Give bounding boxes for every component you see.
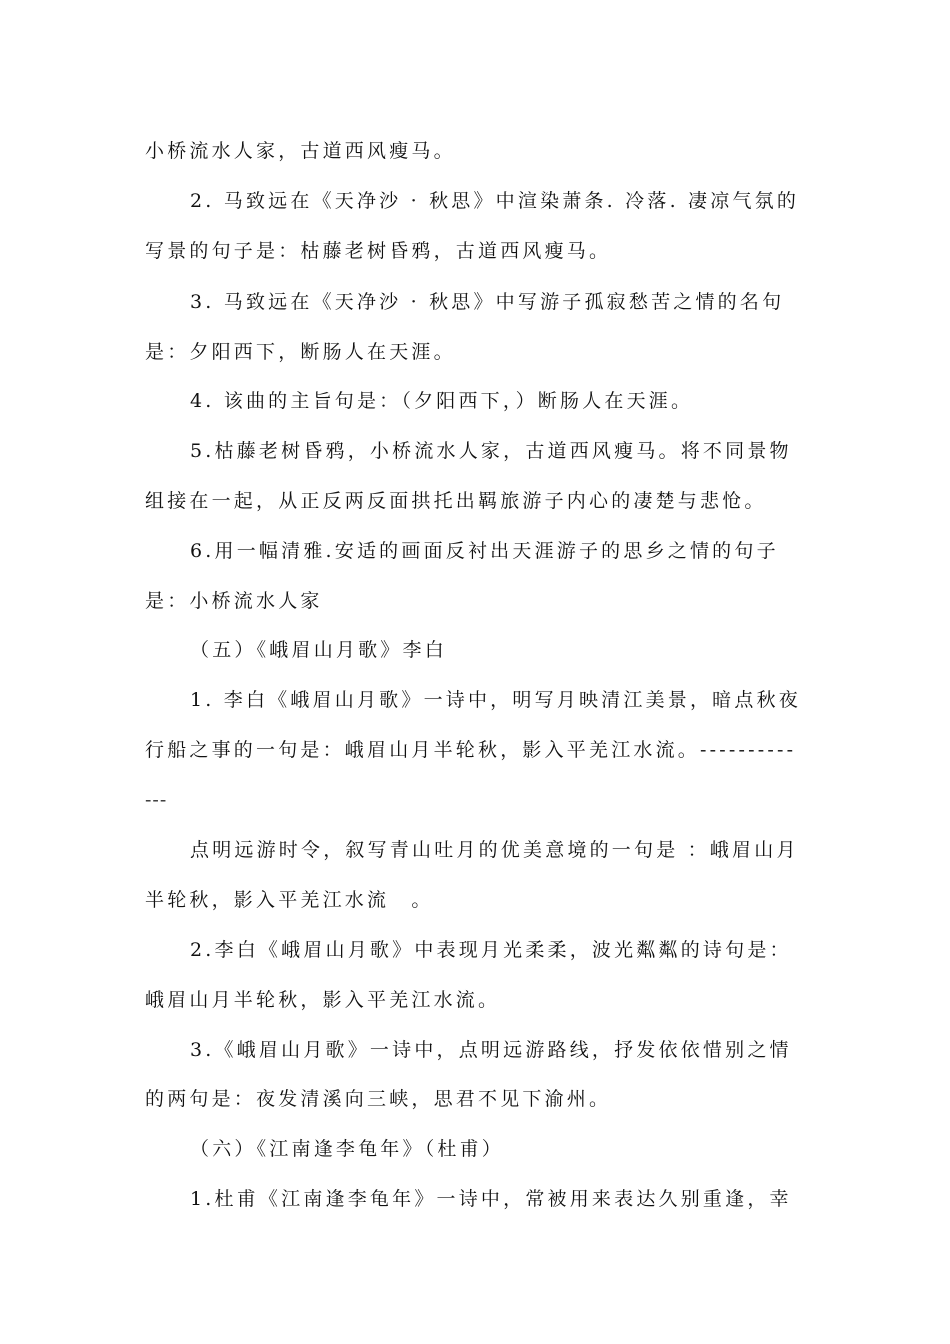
text-line: 1. 李白《峨眉山月歌》一诗中，明写月映清江美景，暗点秋夜 (190, 689, 801, 711)
text-line: 写景的句子是：枯藤老树昏鸦，古道西风瘦马。 (145, 240, 612, 262)
text-line: 3.《峨眉山月歌》一诗中，点明远游路线，抒发依依惜别之情 (190, 1039, 792, 1061)
text-line: 半轮秋，影入平羌江水流 。 (145, 889, 434, 911)
text-line: 峨眉山月半轮秋，影入平羌江水流。 (145, 989, 501, 1011)
text-line: 1.杜甫《江南逢李龟年》一诗中，常被用来表达久别重逢，幸 (190, 1188, 792, 1210)
text-line: 是：小桥流水人家 (145, 590, 323, 612)
text-line: 5.枯藤老树昏鸦，小桥流水人家，古道西风瘦马。将不同景物 (190, 440, 792, 462)
dash-line: --- (145, 789, 168, 811)
text-line: 2. 马致远在《天净沙 · 秋思》中渲染萧条. 冷落. 凄凉气氛的 (190, 190, 800, 212)
section-heading: （五）《峨眉山月歌》李白 (190, 639, 447, 661)
text-line: 小桥流水人家，古道西风瘦马。 (145, 140, 456, 162)
text-line: 的两句是：夜发清溪向三峡，思君不见下渝州。 (145, 1088, 612, 1110)
text-line: 点明远游时令，叙写青山吐月的优美意境的一句是 ：峨眉山月 (190, 839, 799, 861)
text-line: 行船之事的一句是：峨眉山月半轮秋，影入平羌江水流。---------- (145, 739, 797, 761)
text-line: 2.李白《峨眉山月歌》中表现月光柔柔，波光粼粼的诗句是： (190, 939, 792, 961)
text-line: 组接在一起，从正反两反面拱托出羁旅游子内心的凄楚与悲怆。 (145, 490, 767, 512)
text-line: 3. 马致远在《天净沙 · 秋思》中写游子孤寂愁苦之情的名句 (190, 291, 785, 313)
text-line: 4. 该曲的主旨句是：（夕阳西下，）断肠人在天涯。 (190, 390, 694, 412)
section-heading: （六）《江南逢李龟年》（杜甫） (190, 1138, 505, 1160)
text-line: 是：夕阳西下，断肠人在天涯。 (145, 341, 456, 363)
text-line: 6.用一幅清雅.安适的画面反衬出天涯游子的思乡之情的句子 (190, 540, 779, 562)
